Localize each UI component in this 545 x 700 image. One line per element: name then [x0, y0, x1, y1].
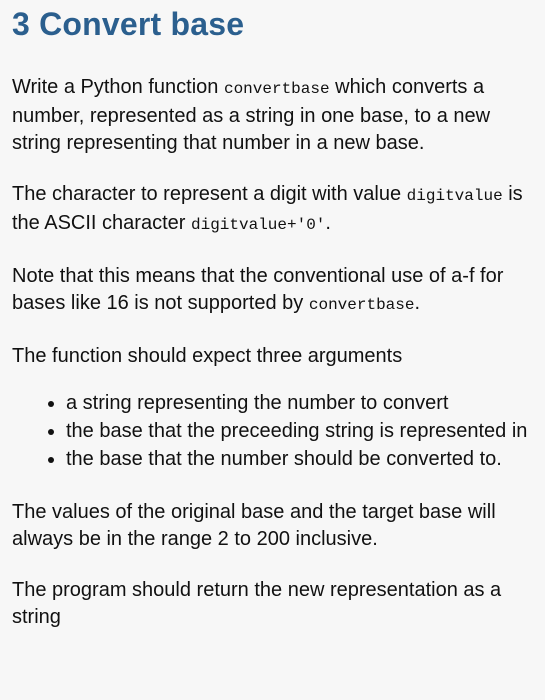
note-function-name-code: convertbase [308, 296, 415, 314]
argument-item: • the base that the number should be converted to. [66, 446, 535, 473]
arguments-list [12, 390, 535, 473]
digit-character-paragraph [12, 181, 535, 239]
note-text-before: Note that this means that the conventional use of a-f for bases like 16 is not supported by [12, 265, 504, 314]
base-range-paragraph: The values of the original base and the target base will always be in the range 2 to 200 inclusive. [12, 501, 496, 550]
intro-text-before: Write a Python function [12, 76, 224, 98]
section-title: Convert base [39, 6, 245, 42]
section-number: 3 [12, 6, 30, 42]
digit-text-middle: is the ASCII character [12, 183, 523, 234]
digitvalue-expression-code: digitvalue+'0' [190, 216, 326, 234]
argument-item: • the base that the preceeding string is represented in [66, 418, 535, 445]
digitvalue-code: digitvalue [406, 187, 503, 205]
note-paragraph [12, 263, 535, 319]
intro-text-after: which converts a number, represented as a string in one base, to a new string representing that number in a new base. [12, 76, 491, 154]
note-text-after: . [414, 292, 421, 314]
argument-item: • a string representing the number to convert [66, 390, 535, 417]
function-name-code: convertbase [223, 80, 330, 98]
return-value-paragraph: The program should return the new representation as a string [12, 579, 502, 628]
arguments-intro-paragraph: The function should expect three arguments [12, 345, 403, 367]
digit-text-before: The character to represent a digit with value [12, 183, 407, 205]
section-heading [12, 0, 535, 46]
intro-paragraph [12, 74, 535, 157]
digit-text-after: . [325, 212, 331, 234]
